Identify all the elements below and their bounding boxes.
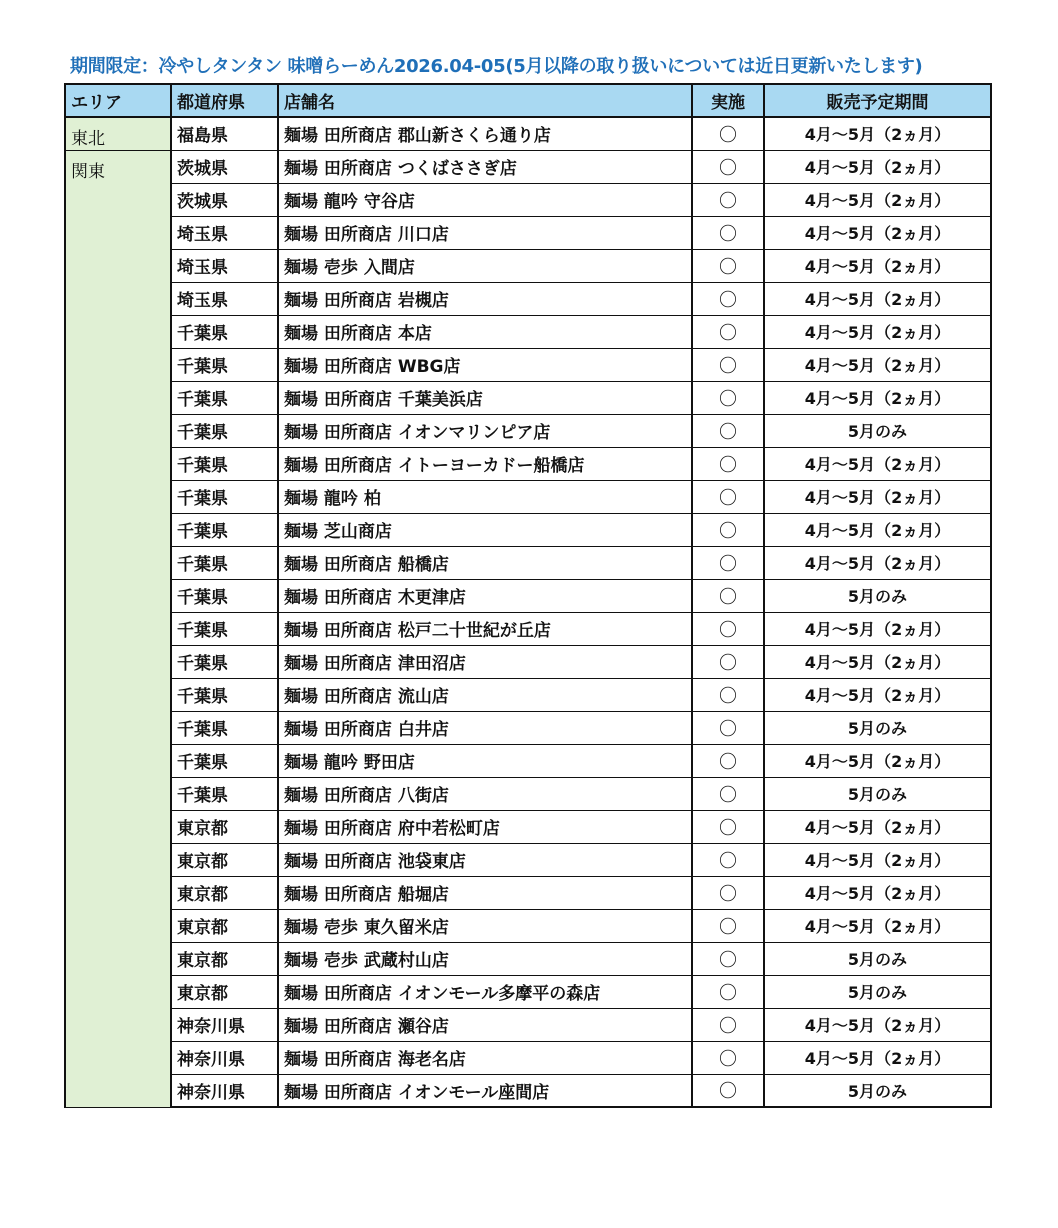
page-title: 期間限定：冷やしタンタン 味噌らーめん2026.04-05(5月以降の取り扱いについては近日更新いたします) (70, 56, 923, 77)
implemented-cell: 〇 (692, 579, 764, 612)
header-store: 店舗名 (278, 84, 692, 117)
implemented-cell: 〇 (692, 348, 764, 381)
prefecture-cell: 東京都 (171, 876, 278, 909)
table-row (65, 975, 991, 1008)
table-header-row (65, 84, 991, 117)
prefecture-cell: 千葉県 (171, 678, 278, 711)
store-name-cell: 麺場 田所商店 白井店 (278, 711, 692, 744)
table-row (65, 348, 991, 381)
implemented-cell: 〇 (692, 942, 764, 975)
implemented-cell: 〇 (692, 1041, 764, 1074)
table-row (65, 645, 991, 678)
implemented-cell: 〇 (692, 1008, 764, 1041)
prefecture-cell: 千葉県 (171, 414, 278, 447)
store-name-cell: 麺場 龍吟 野田店 (278, 744, 692, 777)
period-cell: 4月～5月（2ヵ月） (764, 645, 991, 678)
prefecture-cell: 東京都 (171, 810, 278, 843)
prefecture-cell: 福島県 (171, 117, 278, 150)
table-row (65, 1041, 991, 1074)
period-cell: 5月のみ (764, 975, 991, 1008)
period-cell: 4月～5月（2ヵ月） (764, 348, 991, 381)
period-cell: 4月～5月（2ヵ月） (764, 1008, 991, 1041)
prefecture-cell: 千葉県 (171, 711, 278, 744)
area-cell-kanto: 関東 (65, 150, 171, 1107)
store-name-cell: 麺場 田所商店 松戸二十世紀が丘店 (278, 612, 692, 645)
store-name-cell: 麺場 田所商店 船堀店 (278, 876, 692, 909)
implemented-cell: 〇 (692, 513, 764, 546)
prefecture-cell: 千葉県 (171, 612, 278, 645)
table-row (65, 513, 991, 546)
period-cell: 4月～5月（2ヵ月） (764, 447, 991, 480)
prefecture-cell: 神奈川県 (171, 1008, 278, 1041)
period-cell: 4月～5月（2ヵ月） (764, 315, 991, 348)
period-cell: 5月のみ (764, 777, 991, 810)
header-prefecture: 都道府県 (171, 84, 278, 117)
store-name-cell: 麺場 田所商店 つくばささぎ店 (278, 150, 692, 183)
period-cell: 4月～5月（2ヵ月） (764, 909, 991, 942)
implemented-cell: 〇 (692, 777, 764, 810)
implemented-cell: 〇 (692, 678, 764, 711)
period-cell: 5月のみ (764, 414, 991, 447)
table-row (65, 315, 991, 348)
period-cell: 4月～5月（2ヵ月） (764, 513, 991, 546)
period-cell: 4月～5月（2ヵ月） (764, 183, 991, 216)
store-name-cell: 麺場 田所商店 津田沼店 (278, 645, 692, 678)
table-row (65, 546, 991, 579)
store-name-cell: 麺場 田所商店 千葉美浜店 (278, 381, 692, 414)
period-cell: 4月～5月（2ヵ月） (764, 1041, 991, 1074)
table-row (65, 183, 991, 216)
implemented-cell: 〇 (692, 612, 764, 645)
prefecture-cell: 千葉県 (171, 579, 278, 612)
period-cell: 4月～5月（2ヵ月） (764, 843, 991, 876)
implemented-cell: 〇 (692, 183, 764, 216)
table-row (65, 447, 991, 480)
store-name-cell: 麺場 田所商店 イオンモール多摩平の森店 (278, 975, 692, 1008)
period-cell: 4月～5月（2ヵ月） (764, 612, 991, 645)
prefecture-cell: 千葉県 (171, 513, 278, 546)
store-name-cell: 麺場 田所商店 イオンマリンピア店 (278, 414, 692, 447)
table-row (65, 1008, 991, 1041)
store-name-cell: 麺場 田所商店 府中若松町店 (278, 810, 692, 843)
table-row (65, 216, 991, 249)
prefecture-cell: 埼玉県 (171, 249, 278, 282)
implemented-cell: 〇 (692, 315, 764, 348)
table-row (65, 150, 991, 183)
prefecture-cell: 千葉県 (171, 447, 278, 480)
prefecture-cell: 千葉県 (171, 777, 278, 810)
table-body (65, 117, 991, 1107)
prefecture-cell: 千葉県 (171, 381, 278, 414)
period-cell: 4月～5月（2ヵ月） (764, 216, 991, 249)
implemented-cell: 〇 (692, 810, 764, 843)
store-name-cell: 麺場 田所商店 川口店 (278, 216, 692, 249)
prefecture-cell: 千葉県 (171, 546, 278, 579)
period-cell: 5月のみ (764, 942, 991, 975)
implemented-cell: 〇 (692, 216, 764, 249)
prefecture-cell: 茨城県 (171, 150, 278, 183)
area-cell-tohoku: 東北 (65, 117, 171, 150)
period-cell: 4月～5月（2ヵ月） (764, 282, 991, 315)
implemented-cell: 〇 (692, 1074, 764, 1107)
table-row (65, 282, 991, 315)
table-row (65, 744, 991, 777)
store-name-cell: 麺場 壱歩 武蔵村山店 (278, 942, 692, 975)
period-cell: 5月のみ (764, 1074, 991, 1107)
table-row (65, 876, 991, 909)
store-name-cell: 麺場 田所商店 郡山新さくら通り店 (278, 117, 692, 150)
header-implemented: 実施 (692, 84, 764, 117)
implemented-cell: 〇 (692, 282, 764, 315)
prefecture-cell: 千葉県 (171, 645, 278, 678)
period-cell: 4月～5月（2ヵ月） (764, 381, 991, 414)
table-row (65, 414, 991, 447)
store-name-cell: 麺場 田所商店 池袋東店 (278, 843, 692, 876)
store-name-cell: 麺場 田所商店 流山店 (278, 678, 692, 711)
period-cell: 5月のみ (764, 711, 991, 744)
table-row (65, 117, 991, 150)
header-period: 販売予定期間 (764, 84, 991, 117)
implemented-cell: 〇 (692, 909, 764, 942)
table-row (65, 579, 991, 612)
implemented-cell: 〇 (692, 150, 764, 183)
implemented-cell: 〇 (692, 546, 764, 579)
table-row (65, 381, 991, 414)
table-row (65, 777, 991, 810)
implemented-cell: 〇 (692, 414, 764, 447)
period-cell: 4月～5月（2ヵ月） (764, 249, 991, 282)
prefecture-cell: 埼玉県 (171, 282, 278, 315)
store-name-cell: 麺場 田所商店 本店 (278, 315, 692, 348)
prefecture-cell: 千葉県 (171, 315, 278, 348)
prefecture-cell: 埼玉県 (171, 216, 278, 249)
store-name-cell: 麺場 田所商店 岩槻店 (278, 282, 692, 315)
table-row (65, 249, 991, 282)
implemented-cell: 〇 (692, 975, 764, 1008)
table-row (65, 843, 991, 876)
store-name-cell: 麺場 龍吟 柏 (278, 480, 692, 513)
prefecture-cell: 東京都 (171, 909, 278, 942)
prefecture-cell: 東京都 (171, 975, 278, 1008)
period-cell: 4月～5月（2ヵ月） (764, 480, 991, 513)
store-name-cell: 麺場 壱歩 入間店 (278, 249, 692, 282)
store-name-cell: 麺場 龍吟 守谷店 (278, 183, 692, 216)
store-name-cell: 麺場 田所商店 海老名店 (278, 1041, 692, 1074)
store-name-cell: 麺場 田所商店 イトーヨーカドー船橋店 (278, 447, 692, 480)
prefecture-cell: 千葉県 (171, 348, 278, 381)
prefecture-cell: 神奈川県 (171, 1074, 278, 1107)
period-cell: 4月～5月（2ヵ月） (764, 150, 991, 183)
implemented-cell: 〇 (692, 843, 764, 876)
prefecture-cell: 千葉県 (171, 480, 278, 513)
prefecture-cell: 東京都 (171, 942, 278, 975)
implemented-cell: 〇 (692, 249, 764, 282)
period-cell: 4月～5月（2ヵ月） (764, 744, 991, 777)
prefecture-cell: 茨城県 (171, 183, 278, 216)
implemented-cell: 〇 (692, 117, 764, 150)
period-cell: 4月～5月（2ヵ月） (764, 117, 991, 150)
table-row (65, 810, 991, 843)
store-name-cell: 麺場 田所商店 WBG店 (278, 348, 692, 381)
period-cell: 4月～5月（2ヵ月） (764, 810, 991, 843)
implemented-cell: 〇 (692, 744, 764, 777)
table-row (65, 678, 991, 711)
table-row (65, 480, 991, 513)
table-row (65, 612, 991, 645)
table-row (65, 711, 991, 744)
store-name-cell: 麺場 田所商店 木更津店 (278, 579, 692, 612)
implemented-cell: 〇 (692, 645, 764, 678)
period-cell: 4月～5月（2ヵ月） (764, 876, 991, 909)
store-name-cell: 麺場 田所商店 船橋店 (278, 546, 692, 579)
implemented-cell: 〇 (692, 480, 764, 513)
prefecture-cell: 千葉県 (171, 744, 278, 777)
implemented-cell: 〇 (692, 447, 764, 480)
period-cell: 4月～5月（2ヵ月） (764, 678, 991, 711)
implemented-cell: 〇 (692, 381, 764, 414)
store-name-cell: 麺場 田所商店 イオンモール座間店 (278, 1074, 692, 1107)
store-name-cell: 麺場 壱歩 東久留米店 (278, 909, 692, 942)
table-row (65, 942, 991, 975)
prefecture-cell: 神奈川県 (171, 1041, 278, 1074)
store-table (64, 83, 992, 1108)
store-name-cell: 麺場 田所商店 瀬谷店 (278, 1008, 692, 1041)
period-cell: 5月のみ (764, 579, 991, 612)
period-cell: 4月～5月（2ヵ月） (764, 546, 991, 579)
prefecture-cell: 東京都 (171, 843, 278, 876)
implemented-cell: 〇 (692, 711, 764, 744)
header-area: エリア (65, 84, 171, 117)
implemented-cell: 〇 (692, 876, 764, 909)
store-name-cell: 麺場 田所商店 八街店 (278, 777, 692, 810)
table-row (65, 1074, 991, 1107)
store-name-cell: 麺場 芝山商店 (278, 513, 692, 546)
table-row (65, 909, 991, 942)
